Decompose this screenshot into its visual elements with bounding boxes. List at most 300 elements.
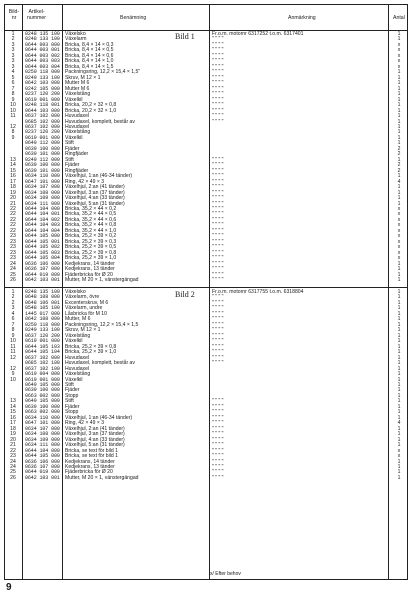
row-description: Fjäder: [65, 145, 80, 152]
row-quantity: 1: [397, 310, 401, 317]
row-article-number: 0663 002 000: [25, 392, 60, 399]
row-quantity: 1: [397, 414, 401, 421]
row-remark: " " " ": [212, 332, 224, 339]
row-article-number: 0642 103 001: [25, 277, 60, 284]
row-description: Växelhjul, 4:an (33 tänder): [65, 436, 125, 443]
row-quantity: 1: [397, 425, 401, 432]
row-bild-nr: 16: [10, 414, 16, 421]
row-quantity: 1: [397, 260, 401, 267]
row-article-number: 0634 111 000: [25, 442, 60, 449]
row-bild-nr: 17: [10, 420, 16, 427]
row-quantity: 1: [397, 343, 401, 350]
row-remark: " " " ": [212, 469, 224, 476]
row-article-number: 0644 105 002: [25, 244, 60, 251]
row-bild-nr: 20: [10, 195, 16, 202]
header-benamning: Benämning: [120, 15, 147, 21]
row-quantity: 1: [397, 332, 401, 339]
row-description: Huvudaxel, komplett, består av: [65, 118, 135, 125]
row-quantity: x: [397, 47, 401, 54]
row-quantity: 1: [397, 360, 401, 367]
row-bild-nr: 22: [10, 222, 16, 229]
row-article-number: 0634 109 000: [25, 195, 60, 202]
row-description: Fjäder: [65, 162, 80, 169]
row-remark: " " " ": [212, 184, 224, 191]
row-description: Bricka, 25,2 × 39 × 0,3: [65, 238, 117, 245]
row-description: Bricka, 35,2 × 44 × 0,2: [65, 206, 117, 212]
row-quantity: x: [397, 447, 401, 454]
row-remark: " " " ": [212, 294, 224, 301]
row-article-number: 0636 106 000: [25, 458, 60, 465]
row-remark: " " " ": [212, 162, 224, 169]
row-bild-nr: 2: [11, 294, 15, 301]
row-quantity: 1: [397, 118, 401, 125]
row-article-number: 0644 104 004: [25, 227, 60, 234]
row-quantity: 1: [397, 189, 401, 196]
row-quantity: 2: [397, 162, 401, 169]
row-bild-nr: 18: [10, 184, 16, 191]
row-bild-nr: 4: [11, 310, 15, 317]
row-article-number: 0644 105 000: [25, 233, 60, 240]
row-remark: " " " ": [212, 321, 224, 328]
row-quantity: 1: [397, 458, 401, 465]
row-description: Huvudaxel, komplett, består av: [65, 360, 135, 367]
row-article-number: 0634 107 000: [25, 184, 60, 191]
row-article-number: 0685 102 000: [25, 118, 60, 125]
row-article-number: 0644 019 000: [25, 469, 60, 476]
row-article-number: 0644 103 000: [25, 107, 60, 114]
row-remark: " " " ": [212, 327, 224, 334]
row-description: Bricka, 8,4 × 14 × 1,5: [65, 63, 114, 70]
row-remark: " " " ": [212, 255, 224, 262]
row-remark: " " " ": [212, 464, 224, 470]
row-remark: " " " ": [212, 63, 224, 70]
row-bild-nr: 10: [10, 102, 16, 109]
row-article-number: 0619 001 000: [25, 338, 60, 345]
row-remark: " " " ": [212, 414, 224, 421]
row-description: Skruv, M 12 × 1: [65, 74, 101, 81]
row-description: Bricka, 25,2 × 39 × 0,8: [65, 343, 117, 350]
row-quantity: 1: [397, 129, 401, 136]
row-quantity: 1: [397, 102, 401, 109]
row-remark: " " " ": [212, 222, 224, 229]
row-description: Växelhjul, 2:an (41 tänder): [65, 425, 125, 432]
row-description: Bricka, 8,4 × 14 × 0,6: [65, 52, 114, 59]
row-article-number: 0639 101 000: [25, 151, 60, 158]
row-description: Stift: [65, 156, 74, 163]
row-remark: " " " ": [212, 244, 224, 251]
row-article-number: 0619 001 000: [25, 376, 60, 383]
row-description: Växelhjul, 5:an (31 tänder): [65, 442, 125, 449]
row-bild-nr: 11: [10, 343, 16, 350]
row-bild-nr: 19: [10, 431, 16, 438]
row-description: Bricka, 35,2 × 44 × 1,0: [65, 227, 117, 234]
row-description: Kedjekrans, 13 tänder: [65, 266, 115, 273]
section-separator: [5, 287, 407, 288]
row-quantity: 1: [397, 365, 401, 372]
row-remark: " " " ": [212, 195, 224, 202]
row-article-number: 0644 003 002: [25, 52, 60, 59]
section-label-bild-2: Bild 2: [175, 290, 195, 299]
row-bild-nr: 11: [10, 113, 16, 120]
row-article-number: 0648 108 000: [25, 294, 60, 301]
row-description: Stift: [65, 140, 74, 147]
row-remark: " " " ": [212, 458, 224, 465]
row-bild-nr: 24: [10, 260, 16, 267]
row-bild-nr: 2: [11, 36, 15, 43]
row-article-number: 0644 019 000: [25, 271, 60, 278]
header-antal: Antal: [393, 15, 405, 21]
section-2-rows: [5, 290, 407, 481]
row-quantity: 1: [397, 195, 401, 202]
row-bild-nr: 20: [10, 436, 16, 443]
row-description: Växelstång: [65, 91, 91, 98]
row-description: Huvudaxel: [65, 123, 90, 130]
row-remark: " " " ": [212, 277, 224, 284]
row-quantity: 1: [397, 316, 401, 323]
row-description: Packningsring, 12,2 × 15,4 × 1,5: [65, 321, 139, 328]
row-description: Stopp: [65, 392, 79, 399]
row-remark: " " " ": [212, 436, 224, 443]
row-bild-nr: 10: [10, 376, 16, 383]
row-article-number: 0644 104 000: [25, 206, 60, 212]
row-article-number: 0637 120 200: [25, 332, 60, 339]
row-bild-nr: 5: [11, 74, 15, 81]
header-anmarkning: Anmärkning: [288, 15, 316, 21]
page-number: 9: [6, 582, 12, 593]
row-article-number: 0248 133 100: [25, 36, 60, 43]
row-quantity: 1: [397, 354, 401, 361]
row-description: Kedjekrans, 13 tänder: [65, 464, 115, 470]
row-bild-nr: 24: [10, 266, 16, 273]
row-remark: " " " ": [212, 403, 224, 410]
row-bild-nr: 22: [10, 216, 16, 223]
section-1-rows: [5, 32, 407, 284]
row-bild-nr: 6: [11, 316, 15, 323]
row-article-number: 1445 017 000: [25, 310, 60, 317]
row-quantity: 1: [397, 107, 401, 114]
row-article-number: 0634 111 000: [25, 200, 60, 207]
row-article-number: 0248 118 001: [25, 102, 60, 109]
row-article-number: 0636 107 000: [25, 464, 60, 470]
row-description: Stopp: [65, 409, 79, 416]
row-article-number: 0637 102 000: [25, 354, 60, 361]
row-remark: " " " ": [212, 310, 224, 317]
row-remark: " " " ": [212, 74, 224, 81]
row-description: Växelarm, undre: [65, 305, 103, 312]
row-quantity: 1: [397, 74, 401, 81]
row-description: Mutter, M 20 × 1, vänstergängad: [65, 277, 139, 284]
row-quantity: 1: [397, 266, 401, 273]
row-description: Växelhjul, 4:an (33 tänder): [65, 195, 125, 202]
row-article-number: 0644 003 001: [25, 47, 60, 54]
row-bild-nr: 21: [10, 442, 16, 449]
row-article-number: 0248 135 100: [25, 31, 60, 37]
row-remark: " " " ": [212, 398, 224, 405]
row-quantity: x: [397, 52, 401, 59]
row-bild-nr: 15: [10, 167, 16, 174]
row-bild-nr: 24: [10, 464, 16, 470]
row-bild-nr: 8: [11, 327, 15, 334]
row-description: Växelsko: [65, 289, 86, 295]
row-quantity: x: [397, 216, 401, 223]
row-quantity: 1: [397, 371, 401, 378]
row-remark: " " " ": [212, 96, 224, 103]
row-bild-nr: 1: [11, 31, 15, 37]
row-article-number: 0644 104 002: [25, 216, 60, 223]
row-description: Växelkil: [65, 96, 83, 103]
row-remark: " " " ": [212, 113, 224, 120]
row-article-number: 0639 101 000: [25, 167, 60, 174]
row-article-number: 0634 108 000: [25, 189, 60, 196]
row-bild-nr: 17: [10, 178, 16, 185]
row-article-number: 0644 105 104: [25, 349, 60, 356]
table-row: [5, 476, 407, 481]
row-remark: " " " ": [212, 409, 224, 416]
row-article-number: 0634 110 000: [25, 173, 60, 180]
row-quantity: 1: [397, 96, 401, 103]
row-remark: " " " ": [212, 260, 224, 267]
row-quantity: 2: [397, 145, 401, 152]
section-label-bild-1: Bild 1: [175, 32, 195, 41]
row-description: Ringfjäder: [65, 167, 89, 174]
row-article-number: 0619 001 000: [25, 134, 60, 141]
row-quantity: x: [397, 453, 401, 460]
row-remark: " " " ": [212, 118, 224, 125]
row-remark: " " " ": [212, 271, 224, 278]
row-quantity: 1: [397, 31, 401, 37]
row-description: Bricka, 8,4 × 14 × 0,3: [65, 41, 114, 48]
row-description: Bricka, se text för bild 1: [65, 447, 118, 454]
row-description: Ringfjäder: [65, 151, 89, 158]
row-description: Fjäderbricka för Ø 20: [65, 271, 113, 278]
row-remark: " " " ": [212, 349, 224, 356]
row-bild-nr: 14: [10, 403, 16, 410]
row-quantity: 1: [397, 69, 401, 76]
row-bild-nr: 15: [10, 409, 16, 416]
row-bild-nr: 19: [10, 189, 16, 196]
row-bild-nr: 22: [10, 447, 16, 454]
row-bild-nr: 23: [10, 233, 16, 240]
row-article-number: 0248 135 100: [25, 289, 60, 295]
row-quantity: 1: [397, 91, 401, 98]
row-quantity: x: [397, 63, 401, 70]
row-bild-nr: 26: [10, 277, 16, 284]
row-bild-nr: 6: [11, 80, 15, 87]
row-bild-nr: 9: [11, 96, 15, 103]
row-description: Bricka, 8,4 × 14 × 1,0: [65, 58, 114, 65]
row-article-number: 0639 100 000: [25, 387, 60, 394]
row-article-number: 0634 107 000: [25, 425, 60, 432]
row-description: Bricka, se text för bild 1: [65, 453, 118, 460]
row-description: Bricka, 25,2 × 39 × 0,5: [65, 244, 117, 251]
row-description: Växelhjul, 2:an (41 tänder): [65, 184, 125, 191]
row-article-number: 0647 101 000: [25, 178, 60, 185]
row-article-number: 0644 105 000: [25, 453, 60, 460]
row-bild-nr: 16: [10, 173, 16, 180]
row-description: Växelhjul, 3:an (37 tänder): [65, 189, 125, 196]
row-description: Stift: [65, 398, 74, 405]
row-bild-nr: 21: [10, 200, 16, 207]
row-article-number: 0647 101 000: [25, 420, 60, 427]
row-article-number: 0250 118 000: [25, 69, 60, 76]
row-remark: " " " ": [212, 178, 224, 185]
row-description: Växelstång: [65, 332, 91, 339]
row-article-number: 0249 112 000: [25, 156, 60, 163]
row-bild-nr: 10: [10, 338, 16, 345]
row-article-number: 0639 100 000: [25, 403, 60, 410]
row-bild-nr: 3: [11, 63, 15, 70]
row-quantity: 1: [397, 398, 401, 405]
row-bild-nr: 9: [11, 332, 15, 339]
row-article-number: 0642 103 001: [25, 474, 60, 481]
row-description: Bricka, 35,2 × 44 × 0,8: [65, 222, 117, 229]
row-remark: " " " ": [212, 206, 224, 212]
row-description: Växelhjul, 5:an (31 tänder): [65, 200, 125, 207]
header-artikelnummer: Artikel- nummer: [27, 9, 47, 21]
row-bild-nr: 2: [11, 299, 15, 306]
row-article-number: 0639 100 000: [25, 145, 60, 152]
row-remark: " " " ": [212, 102, 224, 109]
row-bild-nr: 22: [10, 206, 16, 212]
row-quantity: 1: [397, 392, 401, 399]
row-bild-nr: 18: [10, 425, 16, 432]
row-description: Bricka, 35,2 × 44 × 0,5: [65, 211, 117, 218]
row-bild-nr: 25: [10, 469, 16, 476]
row-description: Bricka, 20,2 × 32 × 0,8: [65, 102, 117, 109]
row-bild-nr: 8: [11, 129, 15, 136]
table-header: [5, 5, 407, 31]
row-quantity: x: [397, 233, 401, 240]
row-remark: " " " ": [212, 316, 224, 323]
row-remark: Fr.o.m. motornr 6317252 t.o.m. 6317401: [212, 31, 304, 37]
row-description: Mutter M 6: [65, 85, 90, 92]
row-description: Växelkil: [65, 338, 83, 345]
row-quantity: 1: [397, 338, 401, 345]
row-quantity: 1: [397, 387, 401, 394]
row-bild-nr: 12: [10, 365, 16, 372]
row-bild-nr: 3: [11, 47, 15, 54]
row-article-number: 0644 105 003: [25, 249, 60, 256]
row-remark: " " " ": [212, 474, 224, 481]
row-remark: " " " ": [212, 299, 224, 306]
row-bild-nr: 9: [11, 371, 15, 378]
row-remark: " " " ": [212, 238, 224, 245]
row-quantity: 1: [397, 156, 401, 163]
row-remark: " " " ": [212, 453, 224, 460]
row-quantity: 1: [397, 305, 401, 312]
row-description: Fjäder: [65, 387, 80, 394]
row-bild-nr: 12: [10, 123, 16, 130]
row-remark: " " " ": [212, 69, 224, 76]
row-quantity: x: [397, 227, 401, 234]
row-article-number: 0649 105 000: [25, 381, 60, 388]
row-article-number: 0249 133 100: [25, 327, 60, 334]
row-bild-nr: 24: [10, 458, 16, 465]
row-quantity: 1: [397, 442, 401, 449]
row-quantity: x: [397, 211, 401, 218]
row-description: Växelhjul, 1:an (46-34 tänder): [65, 414, 133, 421]
row-quantity: 1: [397, 294, 401, 301]
row-description: Fjäder: [65, 403, 80, 410]
row-article-number: 0649 112 000: [25, 140, 60, 147]
row-description: Skruv, M 12 × 1: [65, 327, 101, 334]
row-bild-nr: 10: [10, 107, 16, 114]
row-quantity: 1: [397, 173, 401, 180]
row-remark: " " " ": [212, 58, 224, 65]
row-bild-nr: 22: [10, 211, 16, 218]
row-article-number: 0644 105 004: [25, 255, 60, 262]
row-remark: " " " ": [212, 156, 224, 163]
row-description: Växelhjul, 3:an (37 tänder): [65, 431, 125, 438]
row-bild-nr: 8: [11, 91, 15, 98]
row-article-number: 0649 105 000: [25, 398, 60, 405]
row-remark: " " " ": [212, 420, 224, 427]
row-description: Bricka, 8,4 × 14 × 0,5: [65, 47, 114, 54]
row-quantity: x: [397, 41, 401, 48]
row-bild-nr: 22: [10, 227, 16, 234]
row-remark: " " " ": [212, 338, 224, 345]
row-description: Växelhjul, 1:an (46-34 tänder): [65, 173, 133, 180]
row-quantity: 1: [397, 36, 401, 43]
table-row: [5, 278, 407, 283]
row-remark: " " " ": [212, 41, 224, 48]
row-bild-nr: 13: [10, 398, 16, 405]
row-remark: " " " ": [212, 343, 224, 350]
row-article-number: 0548 105 100: [25, 305, 60, 312]
row-article-number: 0634 109 000: [25, 436, 60, 443]
row-description: Ring, 42 × 49 × 3: [65, 178, 105, 185]
row-remark: " " " ": [212, 85, 224, 92]
row-article-number: 0242 105 000: [25, 85, 60, 92]
row-bild-nr: 7: [11, 321, 15, 328]
row-remark: " " " ": [212, 431, 224, 438]
row-description: Växelkil: [65, 134, 83, 141]
row-quantity: 1: [397, 464, 401, 470]
row-quantity: 1: [397, 474, 401, 481]
row-bild-nr: 1: [11, 289, 15, 295]
row-article-number: 0639 100 000: [25, 162, 60, 169]
row-description: Bricka, 35,2 × 44 × 0,6: [65, 216, 117, 223]
footnote: x/ Efter behov: [210, 571, 241, 577]
row-description: Fjäderbricka för Ø 20: [65, 469, 113, 476]
row-bild-nr: 4: [11, 69, 15, 76]
row-quantity: 1: [397, 134, 401, 141]
row-quantity: 1: [397, 327, 401, 334]
row-description: Kedjekrans, 14 tänder: [65, 458, 115, 465]
row-remark: " " " ": [212, 360, 224, 367]
row-article-number: 0237 120 200: [25, 91, 60, 98]
row-article-number: 0644 105 001: [25, 238, 60, 245]
row-bild-nr: 3: [11, 58, 15, 65]
row-article-number: 0644 105 103: [25, 343, 60, 350]
row-remark: " " " ": [212, 173, 224, 180]
row-description: Bricka, 25,2 × 39 × 1,0: [65, 349, 117, 356]
row-bild-nr: 3: [11, 41, 15, 48]
row-quantity: 1: [397, 80, 401, 87]
row-quantity: 1: [397, 431, 401, 438]
row-quantity: 2: [397, 151, 401, 158]
row-description: Mutter M 6: [65, 80, 90, 87]
row-bild-nr: 23: [10, 255, 16, 262]
row-description: Stift: [65, 381, 74, 388]
row-description: Ring, 42 × 49 × 3: [65, 420, 105, 427]
row-article-number: 0637 102 100: [25, 365, 60, 372]
row-description: Kedjekrans, 14 tänder: [65, 260, 115, 267]
row-article-number: 0249 133 100: [25, 74, 60, 81]
row-quantity: 1: [397, 184, 401, 191]
row-article-number: 0644 104 001: [25, 211, 60, 218]
row-article-number: 0644 104 003: [25, 222, 60, 229]
